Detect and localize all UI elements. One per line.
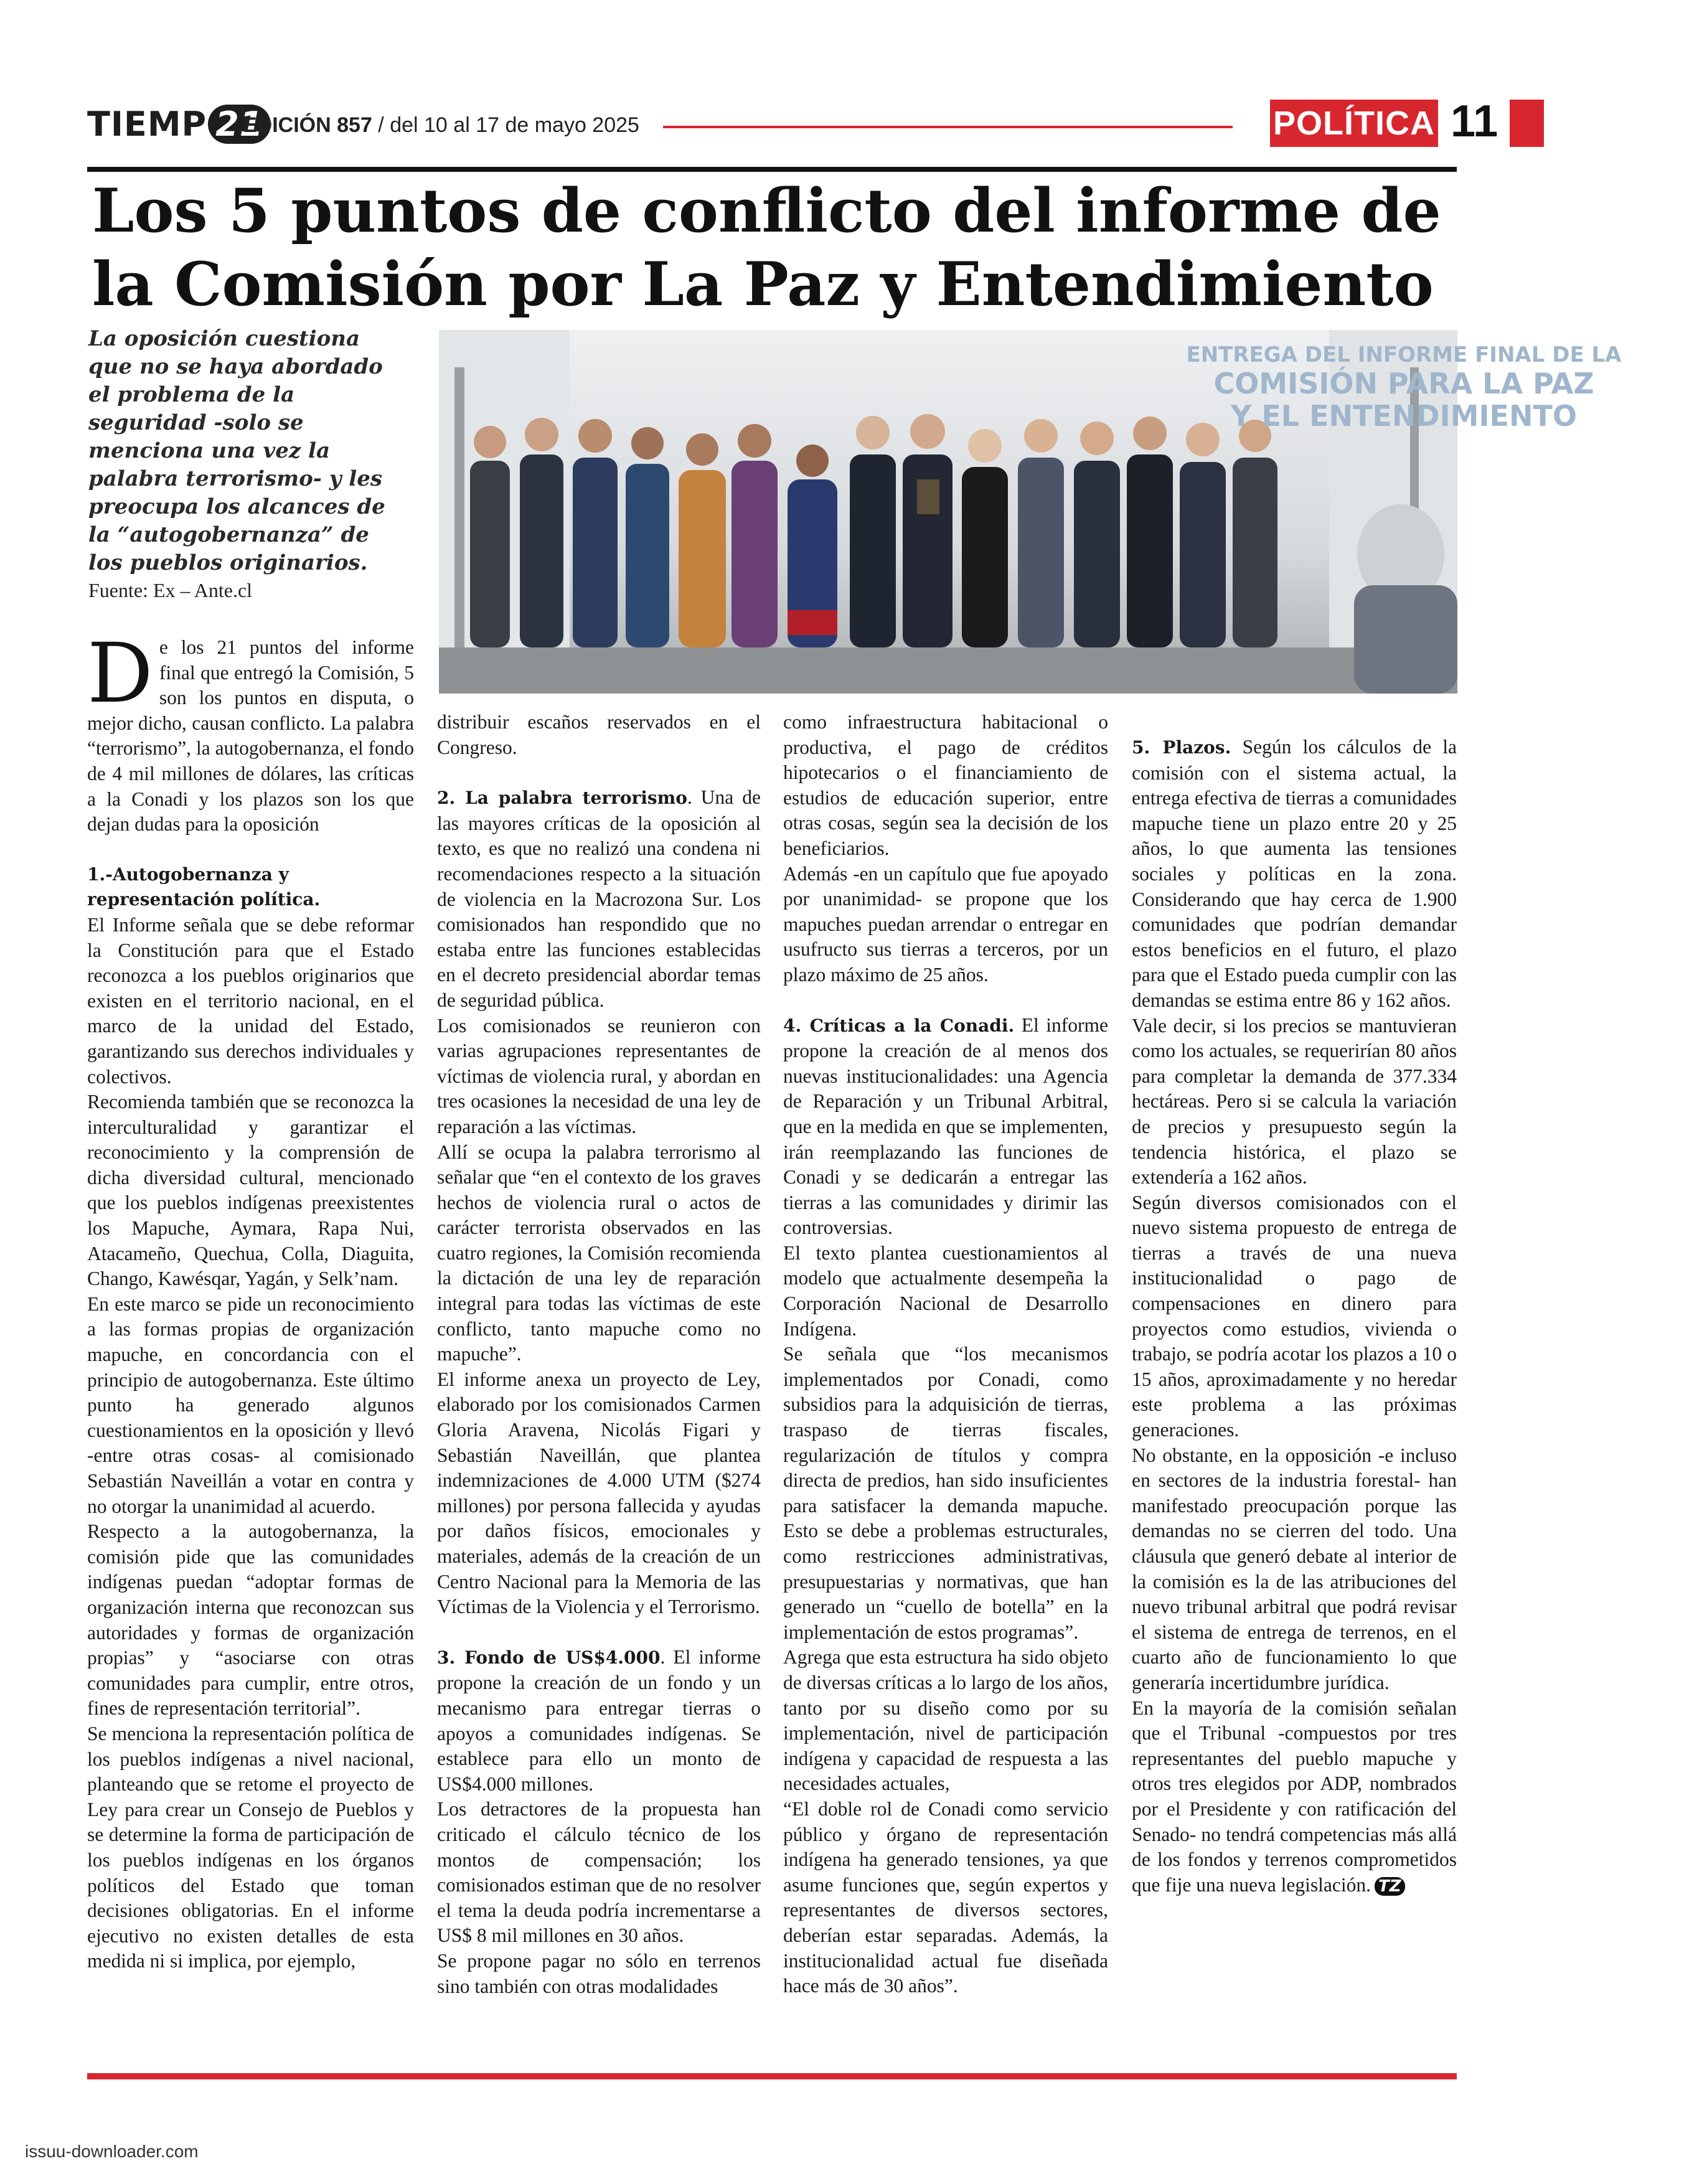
intro-paragraph <box>87 626 414 837</box>
column-4 <box>1132 735 1457 1898</box>
paragraph: El informe anexa un proyecto de Ley, elaborado por los comisionados Carmen Gloria Aravena, Nicolás Figari y Sebastián Naveillán, que plantea indemnizaciones de 4.000 UTM ($274 millones) por persona fallecida y ayudas por daños físicos, emocionales y materiales, además de la creación de un Centro Nacional para la Memoria de las Víctimas de la Violencia y el Terrorismo. <box>437 1368 761 1618</box>
paragraph: distribuir escaños reservados en el Congreso. <box>437 711 761 758</box>
drop-cap: D <box>87 626 153 722</box>
end-mark-icon: TZ <box>1375 1877 1405 1896</box>
edition-dates: / del 10 al 17 de mayo 2025 <box>372 113 639 137</box>
paragraph: Los detractores de la propuesta han criticado el cálculo técnico de los montos de compensación; los comisionados estiman que de no resolver el tema la deuda podría incrementarse a US$ 8 mil millones en 30 años. <box>437 1798 761 1947</box>
section-3-paragraph: 3. Fondo de US$4.000. El informe propone la creación de un fondo y un mecanismo para entregar tierras o apoyos a comunidades indígenas. Se establece para ello un monto de US$4.000 millones. <box>437 1645 761 1795</box>
column-3 <box>783 710 1108 1999</box>
section-label[interactable]: POLÍTICA <box>1270 100 1438 147</box>
footer-rule <box>87 2073 1457 2079</box>
paragraph: El Informe señala que se debe reformar la Constitución para que el Estado reconozca a los pueblos originarios que existen en el territorio nacional, en el marco de la unidad del Estado, garantizando sus derechos individuales y colectivos. <box>87 913 414 1088</box>
header-divider <box>663 126 1233 128</box>
page-number: 11 <box>1451 96 1498 146</box>
paragraph: Se propone pagar no sólo en terrenos sino también con otras modalidades <box>437 1949 761 1997</box>
section-5-paragraph: 5. Plazos. Según los cálculos de la comisión con el sistema actual, la entrega efectiva de tierras a comunidades mapuche tiene un plazo entre 20 y 25 años, lo que aumenta las tensiones sociales y políticas en la zona. Considerando que hay cerca de 1.900 comunidades que podrían demandar estos beneficios en el futuro, el plazo para que el Estado pueda cumplir con las demandas se estima entre 86 y 162 años. <box>1132 736 1457 1011</box>
paragraph: Agrega que esta estructura ha sido objeto de diversas críticas a lo largo de los años, tanto por su diseño como por su implementación, nivel de participación indígena y capacidad de respuesta a las necesidades actuales, <box>783 1646 1108 1795</box>
photo-backdrop-text <box>1124 342 1684 432</box>
watermark: issuu-downloader.com <box>25 2142 199 2161</box>
masthead <box>87 96 1498 156</box>
paragraph: En este marco se pide un reconocimiento a las formas propias de organización mapuche, en concordancia con el principio de autogobernanza. Este último punto ha generado algunos cuestionamientos en la oposición y llevó -entre otras cosas- al comisionado Sebastián Naveillán a votar en contra y no otorgar la unanimidad al acuerdo. <box>87 1292 414 1517</box>
logo-mark: 21 <box>208 105 271 144</box>
article-photo[interactable] <box>439 330 1622 694</box>
section-2-paragraph: 2. La palabra terrorismo. Una de las mayores críticas de la oposición al texto, es que no realizó una condena ni recomendaciones respecto a la situación de violencia en la Macrozona Sur. Los comisionados han respondido que no estaba entre las funciones establecidas en el decreto presidencial abordar temas de seguridad pública. <box>437 786 761 1011</box>
section-heading-4: 4. Críticas a la Conadi. <box>783 1015 1015 1036</box>
paragraph: Vale decir, si los precios se mantuvieran como los actuales, se requerirían 80 años para completar la demanda de 377.334 hectáreas. Pero si se calcula la variación de precios y presupuesto según la tendencia histórica, el plazo se extendería a 162 años. <box>1132 1014 1457 1188</box>
article-source: Fuente: Ex – Ante.cl <box>88 579 253 601</box>
paragraph: No obstante, en la opposición -e incluso en sectores de la industria forestal- han manifestado preocupación porque las demandas no se cierren del todo. Una cláusula que generó debate al interior de la comisión es la de las atribuciones del nuevo tribunal arbitral que podrá revisar el sistema de entrega de terrenos, en el cuarto año de funcionamiento lo que generaría incertidumbre jurídica. <box>1132 1444 1457 1693</box>
final-paragraph: En la mayoría de la comisión señalan que el Tribunal -compuestos por tres representantes del pueblo mapuche y otros tres elegidos por ADP, nombrados por el Presidente y con ratificación del Senado- no tendrá competencias más allá de los fondos y terrenos comprometidos que fije una nueva legislación. TZ <box>1132 1697 1457 1896</box>
section-heading-2: 2. La palabra terrorismo <box>437 788 687 809</box>
paragraph: “El doble rol de Conadi como servicio público y órgano de representación indígena ha generado tensiones, ya que asume funciones que, según expertos y representantes de diversos sectores, deberían estar separadas. Además, la institucionalidad actual fue diseñada hace más de 30 años”. <box>783 1797 1108 1997</box>
paragraph: Los comisionados se reunieron con varias agrupaciones representantes de víctimas de violencia rural, y abordan en tres ocasiones la necesidad de una ley de reparación a las víctimas. <box>437 1014 761 1137</box>
paragraph: Según diversos comisionados con el nuevo sistema propuesto de entrega de tierras a través de una nueva institucionalidad o pago de compensaciones en dinero para proyectos como estudios, vivienda o trabajo, se podría acotar los plazos a 10 o 15 años, aproximadamente y no heredar este problema a las próximas generaciones. <box>1132 1191 1457 1441</box>
paragraph: Recomienda también que se reconozca la interculturalidad y garantizar el reconocimiento y la comprensión de dicha diversidad cultural, mencionado que los pueblos indígenas preexistentes los Mapuche, Aymara, Rapa Nui, Atacameño, Quechua, Colla, Diaguita, Chango, Kawésqar, Yagán, y Selk’nam. <box>87 1091 414 1290</box>
section-heading-5: 5. Plazos. <box>1132 737 1231 758</box>
paragraph: Se menciona la representación política de los pueblos indígenas a nivel nacional, planteando que se retome el proyecto de Ley para crear un Consejo de Pueblos y se determine la forma de participación de los pueblos indígenas en los órganos políticos del Estado que toman decisiones obligatorias. En el informe ejecutivo no existen detalles de esta medida ni si implica, por ejemplo, <box>87 1722 414 1972</box>
column-2 <box>437 710 761 1999</box>
backdrop-line-3: Y EL ENTENDIMIENTO <box>1231 399 1577 433</box>
section-heading-1: 1.-Autogobernanza y representación política. <box>87 864 321 910</box>
section-heading-3: 3. Fondo de US$4.000 <box>437 1647 661 1668</box>
intro-text: e los 21 puntos del informe final que entregó la Comisión, 5 son los puntos en disputa, o mejor dicho, causan conflicto. La palabra “terrorismo”, la autogobernanza, el fondo de 4 mil millones de dólares, las críticas a la Conadi y los plazos son los que dejan dudas para la oposición <box>87 636 414 835</box>
paragraph: El texto plantea cuestionamientos al modelo que actualmente desempeña la Corporación Nacional de Desarrollo Indígena. <box>783 1241 1108 1340</box>
headline-rule <box>87 167 1457 172</box>
edition-label: EDICIÓN 857 <box>243 113 372 137</box>
paragraph: Además -en un capítulo que fue apoyado por unanimidad- se propone que los mapuches puedan arrendar o entregar en usufructo sus tierras a terceros, por un plazo máximo de 25 años. <box>783 862 1108 986</box>
paragraph: Allí se ocupa la palabra terrorismo al señalar que “en el contexto de los graves hechos de violencia rural o actos de carácter terrorista observados en las cuatro regiones, la Comisión recomienda la dictación de una ley de reparación integral para todas las víctimas de este conflicto, tanto mapuche como no mapuche”. <box>437 1141 761 1365</box>
paragraph: Respecto a la autogobernanza, la comisión pide que las comunidades indígenas puedan “adoptar formas de organización interna que reconozcan sus autoridades y formas de organización propias” y “asociarse con otras comunidades para cumplir, entre otros, fines de representación territorial”. <box>87 1520 414 1720</box>
logo-text: TIEMP <box>87 105 207 144</box>
backdrop-line-1: ENTREGA DEL INFORME FINAL DE LA <box>1186 342 1622 367</box>
backdrop-line-2: COMISIÓN PARA LA PAZ <box>1213 367 1594 400</box>
article-headline: Los 5 puntos de conflicto del informe de la Comisión por La Paz y Entendimiento <box>92 176 1441 319</box>
article-deck: La oposición cuestiona que no se haya abordado el problema de la seguridad -solo se menciona una vez la palabra terrorismo- y les preocupa los alcances de la “autogobernanza” de los pueblos originarios. <box>88 326 385 575</box>
section-4-paragraph: 4. Críticas a la Conadi. El informe propone la creación de al menos dos nuevas institucionalidades: una Agencia de Reparación y un Tribunal Arbitral, que en la medida en que se implementen, irán reemplazando las funciones de Conadi y se dedicarán a entregar las tierras a las comunidades y dirimir las controversias. <box>783 1014 1108 1239</box>
paragraph: Se señala que “los mecanismos implementados por Conadi, como subsidios para la adquisición de tierras, traspaso de tierras fiscales, regularización de títulos y compra directa de predios, han sido insuficientes para satisfacer la demanda mapuche. Esto se debe a problemas estructurales, como restricciones administrativas, presupuestarias y normativas, que han generado un “cuello de botella” en la implementación de estos programas”. <box>783 1343 1108 1643</box>
column-1 <box>87 626 414 1974</box>
paragraph: como infraestructura habitacional o productiva, el pago de créditos hipotecarios o el financiamiento de estudios de educación superior, entre otras cosas, según sea la decisión de los beneficiarios. <box>783 711 1108 859</box>
page-tab <box>1510 100 1544 147</box>
edition-info <box>243 113 639 138</box>
